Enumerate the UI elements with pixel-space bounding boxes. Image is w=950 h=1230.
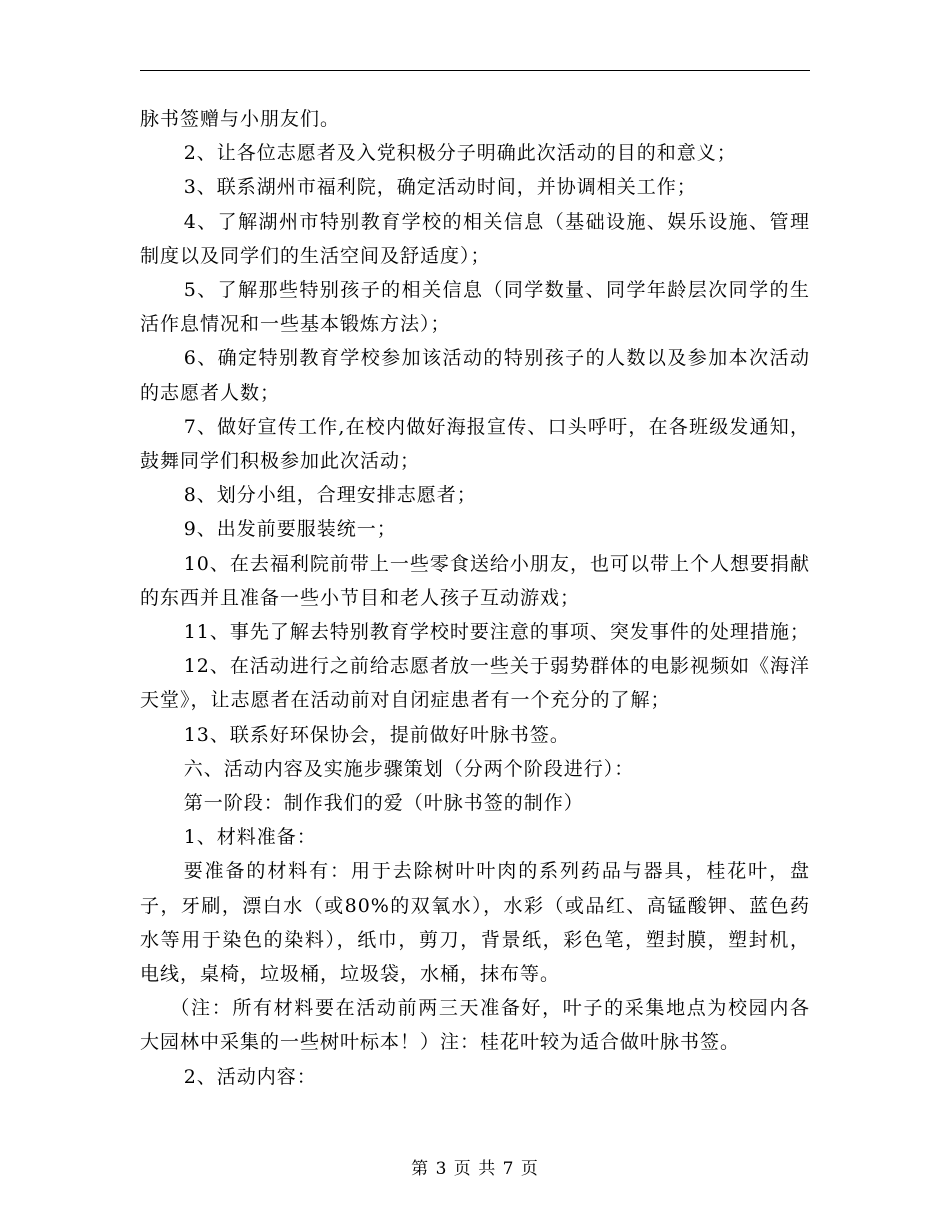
list-item-8: 8、划分小组，合理安排志愿者； [183, 484, 477, 507]
page-number: 第 3 页 共 7 页 [411, 1159, 539, 1179]
list-item-2: 2、让各位志愿者及入党积极分子明确此次活动的目的和意义； [183, 142, 737, 165]
list-item-6: 6、确定特别教育学校参加该活动的特别孩子的人数以及参加本次活动的志愿者人数； [140, 347, 810, 404]
subheading-materials: 1、材料准备： [183, 826, 317, 849]
list-item-9: 9、出发前要服装统一； [183, 518, 397, 541]
list-item-3: 3、联系湖州市福利院，确定活动时间，并协调相关工作； [183, 176, 697, 199]
document-body [140, 102, 810, 1094]
section-heading-6: 六、活动内容及实施步骤策划（分两个阶段进行）： [183, 757, 635, 780]
subheading-activity: 2、活动内容： [183, 1065, 317, 1088]
paragraph-continuation: 脉书签赠与小朋友们。 [140, 108, 341, 130]
note-paragraph: （注：所有材料要在活动前两三天准备好，叶子的采集地点为校园内各大园林中采集的一些树叶标本！）注：桂花叶较为适合做叶脉书签。 [140, 997, 810, 1054]
list-item-4: 4、了解湖州市特别教育学校的相关信息（基础设施、娱乐设施、管理制度以及同学们的生活空间及舒适度）； [140, 210, 810, 267]
list-item-7: 7、做好宣传工作,在校内做好海报宣传、口头呼吁，在各班级发通知，鼓舞同学们积极参加此次活动； [140, 415, 810, 473]
materials-paragraph: 要准备的材料有：用于去除树叶叶肉的系列药品与器具，桂花叶，盘子，牙刷，漂白水（或80%的双氧水），水彩（或品红、高锰酸钾、蓝色药水等用于染色的染料），纸巾，剪刀，背景纸，彩色笔，塑封膜，塑封机，电线，桌椅，垃圾桶，垃圾袋，水桶，抹布等。 [140, 860, 810, 986]
list-item-5: 5、了解那些特别孩子的相关信息（同学数量、同学年龄层次同学的生活作息情况和一些基本锻炼方法）； [140, 279, 810, 336]
list-item-10: 10、在去福利院前带上一些零食送给小朋友，也可以带上个人想要捐献的东西并且准备一些小节目和老人孩子互动游戏； [140, 552, 810, 609]
list-item-12: 12、在活动进行之前给志愿者放一些关于弱势群体的电影视频如《海洋天堂》，让志愿者在活动前对自闭症患者有一个充分的了解； [140, 655, 810, 712]
phase-heading-1: 第一阶段：制作我们的爱（叶脉书签的制作） [183, 792, 584, 815]
list-item-13: 13、联系好环保协会，提前做好叶脉书签。 [183, 723, 570, 746]
header-rule [140, 70, 810, 71]
list-item-11: 11、事先了解去特别教育学校时要注意的事项、突发事件的处理措施； [183, 621, 810, 644]
